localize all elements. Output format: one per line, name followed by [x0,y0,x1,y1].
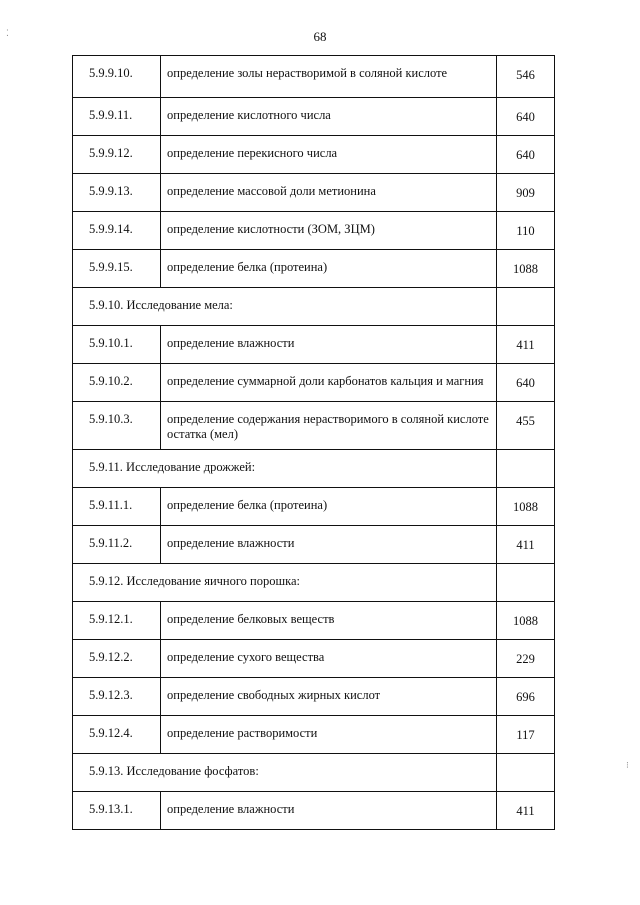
code-cell: 5.9.9.15. [73,250,161,288]
table-row [73,326,555,364]
table-row [73,716,555,754]
section-row [73,564,555,602]
name-cell: определение сухого вещества [161,640,497,678]
price-cell: 117 [497,716,555,754]
name-cell: определение свободных жирных кислот [161,678,497,716]
code-cell: 5.9.9.14. [73,212,161,250]
section-title: 5.9.12. Исследование яичного порошка: [73,564,497,602]
code-cell: 5.9.12.2. [73,640,161,678]
name-cell: определение влажности [161,526,497,564]
price-cell: 546 [497,56,555,98]
price-cell: 411 [497,526,555,564]
price-cell: 229 [497,640,555,678]
code-cell: 5.9.12.3. [73,678,161,716]
name-cell: определение массовой доли метионина [161,174,497,212]
price-cell: 1088 [497,602,555,640]
code-cell: 5.9.9.10. [73,56,161,98]
code-cell: 5.9.12.4. [73,716,161,754]
scan-artifact-right: ⁝ [626,760,629,770]
code-cell: 5.9.11.1. [73,488,161,526]
table-row [73,250,555,288]
name-cell: определение влажности [161,792,497,830]
section-row [73,450,555,488]
price-cell: 640 [497,98,555,136]
price-cell: 640 [497,136,555,174]
name-cell: определение золы нерастворимой в соляной кислоте [161,56,497,98]
name-cell: определение белка (протеина) [161,250,497,288]
code-cell: 5.9.13.1. [73,792,161,830]
code-cell: 5.9.9.12. [73,136,161,174]
table-row [73,678,555,716]
price-table [72,55,555,830]
table-row [73,402,555,450]
section-row [73,288,555,326]
code-cell: 5.9.9.11. [73,98,161,136]
name-cell: определение суммарной доли карбонатов кальция и магния [161,364,497,402]
table-row [73,364,555,402]
name-cell: определение кислотности (ЗОМ, ЗЦМ) [161,212,497,250]
name-cell: определение белка (протеина) [161,488,497,526]
table-row [73,488,555,526]
name-cell: определение белковых веществ [161,602,497,640]
code-cell: 5.9.11.2. [73,526,161,564]
code-cell: 5.9.10.3. [73,402,161,450]
name-cell: определение перекисного числа [161,136,497,174]
table-row [73,792,555,830]
code-cell: 5.9.12.1. [73,602,161,640]
price-cell: 411 [497,326,555,364]
price-cell-empty [497,564,555,602]
scan-artifact-left: ⁚ [6,28,9,38]
page-number: 68 [313,29,327,44]
section-title: 5.9.13. Исследование фосфатов: [73,754,497,792]
price-cell: 640 [497,364,555,402]
name-cell: определение содержания нерастворимого в соляной кислоте остатка (мел) [161,402,497,450]
code-cell: 5.9.10.1. [73,326,161,364]
table-row [73,174,555,212]
table-row [73,526,555,564]
price-cell: 1088 [497,250,555,288]
price-cell: 696 [497,678,555,716]
code-cell: 5.9.9.13. [73,174,161,212]
section-title: 5.9.10. Исследование мела: [73,288,497,326]
price-cell: 1088 [497,488,555,526]
price-table-body [73,56,555,830]
price-cell-empty [497,450,555,488]
table-row [73,212,555,250]
section-row [73,754,555,792]
table-row [73,602,555,640]
name-cell: определение кислотного числа [161,98,497,136]
name-cell: определение влажности [161,326,497,364]
table-row [73,56,555,98]
section-title: 5.9.11. Исследование дрожжей: [73,450,497,488]
price-cell: 455 [497,402,555,450]
price-cell: 909 [497,174,555,212]
name-cell: определение растворимости [161,716,497,754]
code-cell: 5.9.10.2. [73,364,161,402]
table-row [73,136,555,174]
price-cell-empty [497,288,555,326]
price-cell: 411 [497,792,555,830]
table-row [73,98,555,136]
price-cell-empty [497,754,555,792]
table-row [73,640,555,678]
price-cell: 110 [497,212,555,250]
